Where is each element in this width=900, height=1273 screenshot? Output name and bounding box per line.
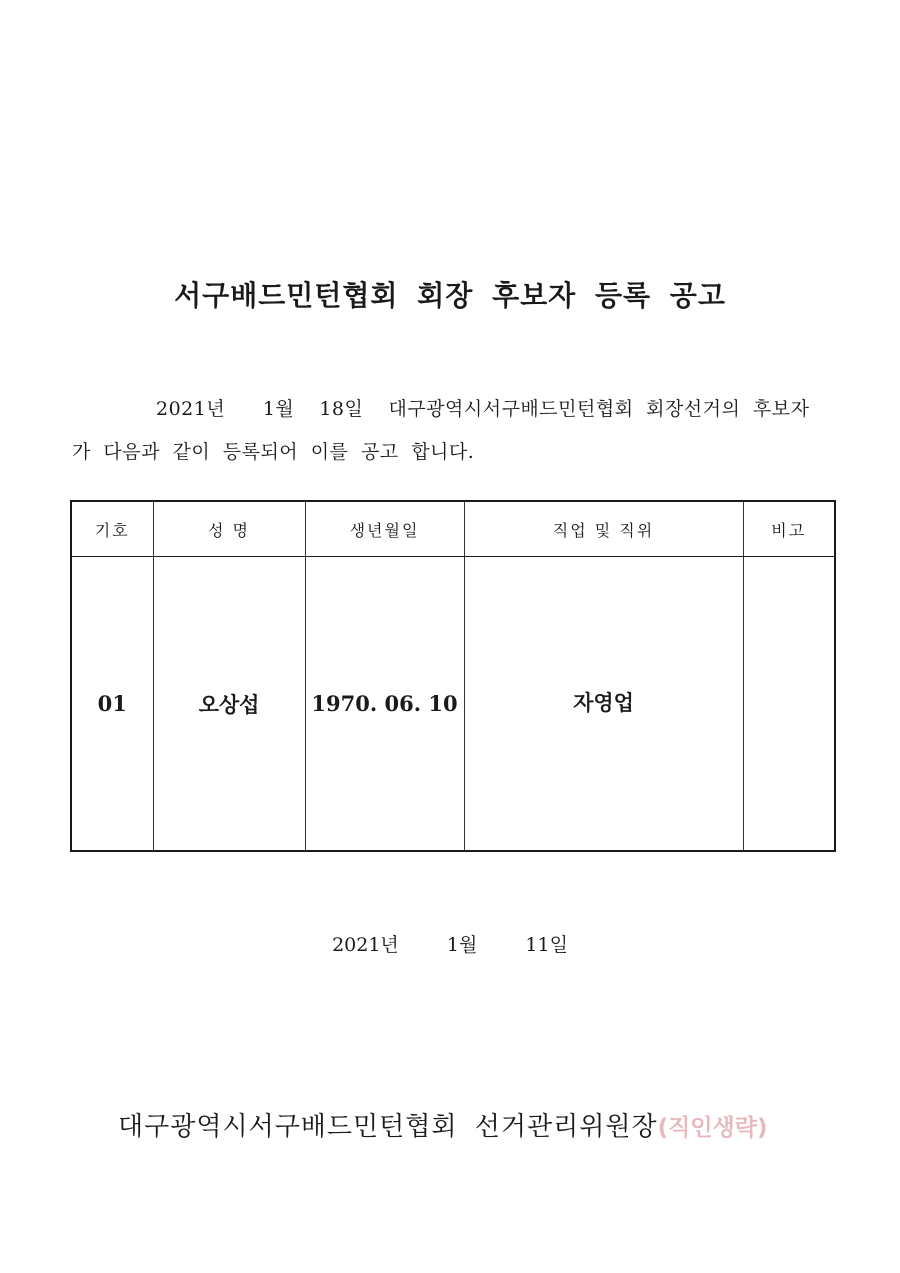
announcement-paragraph xyxy=(72,388,842,474)
paragraph-line-1: 2021년 1월 18일 대구광역시서구배드민턴협회 회장선거의 후보자 xyxy=(156,398,810,420)
header-name: 성 명 xyxy=(153,501,305,557)
announcement-date: 2021년 1월 11일 xyxy=(332,934,568,956)
table-header-row xyxy=(71,501,835,557)
table-row xyxy=(71,557,835,852)
header-number: 기호 xyxy=(71,501,153,557)
header-remarks: 비고 xyxy=(743,501,835,557)
cell-occupation: 자영업 xyxy=(464,557,743,852)
candidate-table xyxy=(70,500,836,852)
cell-remarks xyxy=(743,557,835,852)
seal-omitted-note: (직인생략) xyxy=(657,1115,768,1141)
signature-block xyxy=(118,1106,768,1143)
document-title: 서구배드민턴협회 회장 후보자 등록 공고 xyxy=(174,279,726,312)
header-birth-date: 생년월일 xyxy=(305,501,464,557)
cell-number: 01 xyxy=(71,557,153,852)
cell-birth-date: 1970. 06. 10 xyxy=(305,557,464,852)
paragraph-line-2: 가 다음과 같이 등록되어 이를 공고 합니다. xyxy=(72,441,475,463)
header-occupation: 직업 및 직위 xyxy=(464,501,743,557)
cell-name: 오상섭 xyxy=(153,557,305,852)
signature-text: 대구광역시서구배드민턴협회 선거관리위원장 xyxy=(118,1112,658,1142)
